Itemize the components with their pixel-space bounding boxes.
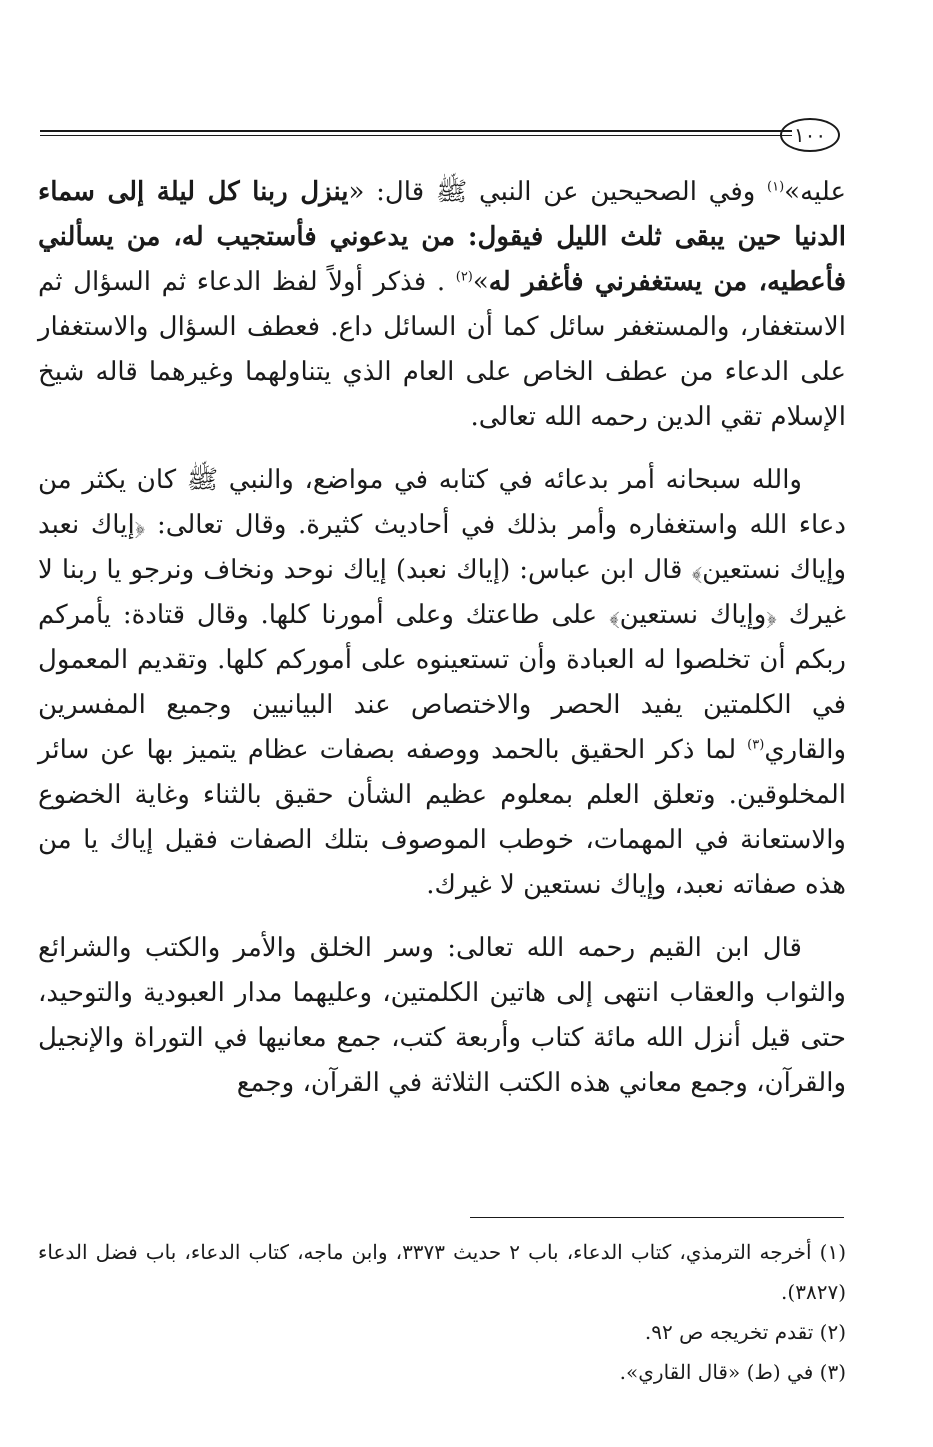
paragraph-2	[38, 458, 846, 908]
page-number: ١٠٠	[780, 118, 840, 152]
text-run: والله سبحانه أمر بدعائه في كتابه في مواضع، والنبي ﷺ كان يكثر من دعاء الله واستغفاره وأمر بذلك في أحاديث كثيرة. وقال تعالى: ﴿إياك نعبد وإياك نستعين﴾ قال ابن عباس: (إياك نعبد) إياك نوحد ونخاف ونرجو يا ربنا لا غيرك ﴿وإياك نستعين﴾ على طاعتك وعلى أمورنا كلها. وقال قتادة: يأمركم ربكم أن تخلصوا له العبادة وأن تستعينوه على أموركم كلها. وتقديم المعمول في الكلمتين يفيد الحصر والاختصاص عند البيانيين وجميع المفسرين والقاري	[38, 465, 846, 765]
text-run: وفي الصحيحين عن النبي ﷺ قال: «	[348, 177, 768, 207]
hadith-text: ينزل ربنا كل ليلة إلى سماء الدنيا حين يبقى ثلث الليل فيقول: من يدعوني فأستجيب له، من يسألني فأعطيه، من يستغفرني فأغفر له	[38, 177, 847, 297]
footnote-3: (٣) في (ط) «قال القاري».	[619, 1360, 846, 1384]
header-double-rule	[40, 130, 792, 137]
text-run: عليه»	[784, 177, 846, 207]
footnote-1: (١) أخرجه الترمذي، كتاب الدعاء، باب ٢ حديث ٣٣٧٣، وابن ماجه، كتاب الدعاء، باب فضل الدعاء (٣٨٢٧).	[38, 1240, 847, 1304]
page-header	[40, 118, 840, 158]
footnote-separator	[470, 1217, 844, 1218]
main-text	[38, 170, 846, 1124]
paragraph-3: قال ابن القيم رحمه الله تعالى: وسر الخلق والأمر والكتب والشرائع والثواب والعقاب انتهى إلى هاتين الكلمتين، وعليهما مدار العبودية والتوحيد، حتى قيل أنزل الله مائة كتاب وأربعة كتب، جمع معانيها في التوراة والإنجيل والقرآن، وجمع معاني هذه الكتب الثلاثة في القرآن، وجمع	[38, 933, 846, 1098]
text-run: لما ذكر الحقيق بالحمد ووصفه بصفات عظام يتميز بها عن سائر المخلوقين. وتعلق العلم بمعلوم عظيم الشأن حقيق بالثناء وغاية الخضوع والاستعانة في المهمات، خوطب الموصوف بتلك الصفات فقيل إياك يا من هذه صفاته نعبد، وإياك نستعين لا غيرك.	[38, 735, 846, 900]
footnotes	[38, 1232, 846, 1392]
footnote-2: (٢) تقدم تخريجه ص ٩٢.	[644, 1320, 846, 1344]
paragraph-1	[38, 170, 846, 440]
footnote-ref-3: (٣)	[747, 737, 765, 753]
footnote-ref-2: (٢)	[455, 269, 473, 285]
text-run: »	[472, 267, 489, 297]
text-run: . فذكر أولاً لفظ الدعاء ثم السؤال ثم الاستغفار، والمستغفر سائل كما أن السائل داع. فعطف السؤال والاستغفار على الدعاء من عطف الخاص على العام الذي يتناولهما وغيرهما قاله شيخ الإسلام تقي الدين رحمه الله تعالى.	[38, 267, 846, 432]
footnote-ref-1: (١)	[767, 179, 785, 195]
